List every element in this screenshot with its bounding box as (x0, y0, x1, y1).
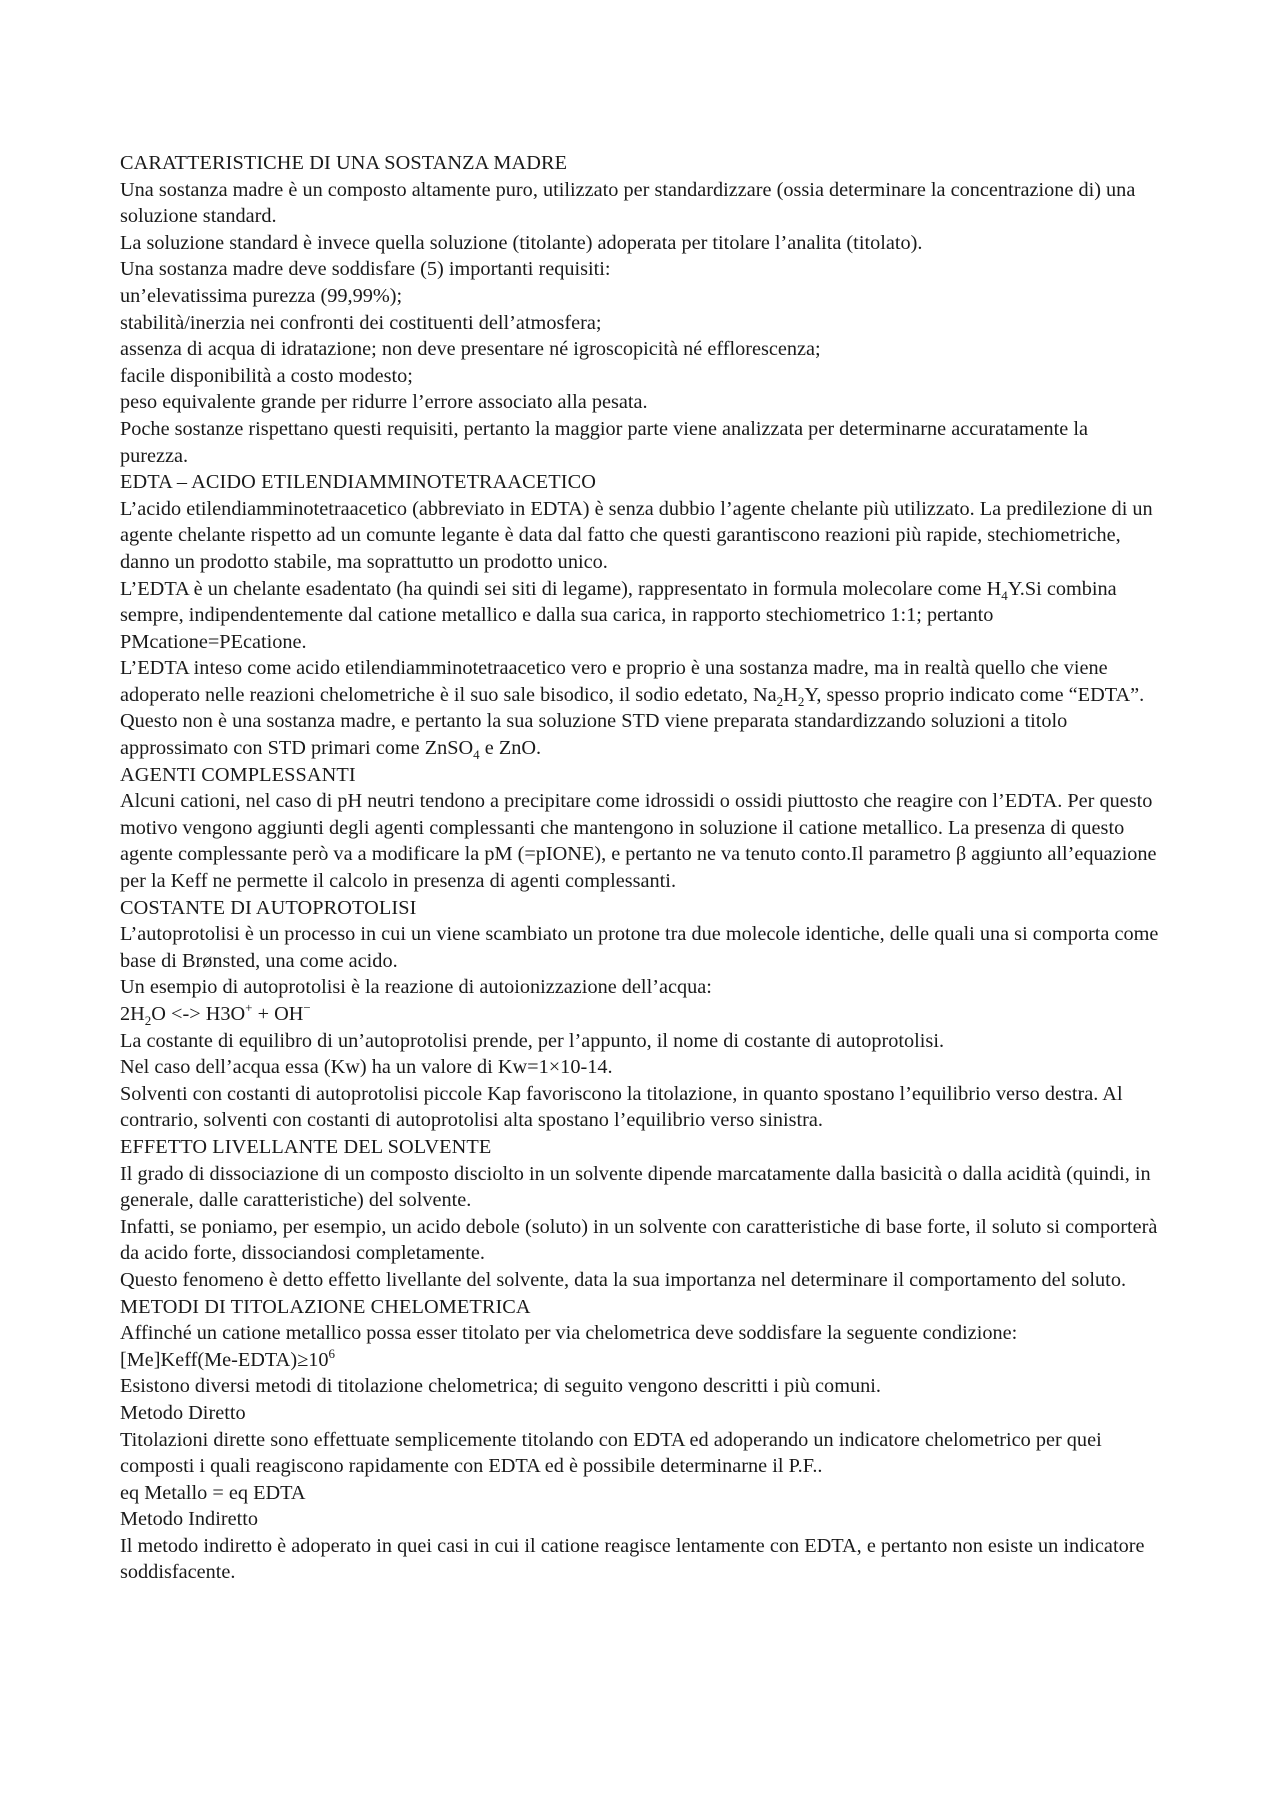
paragraph: Esistono diversi metodi di titolazione chelometrica; di seguito vengono descritti i più comuni. (120, 1375, 881, 1398)
paragraph: Una sostanza madre deve soddisfare (5) importanti requisiti: (120, 258, 611, 281)
heading-edta: EDTA – ACIDO ETILENDIAMMINOTETRAACETICO (120, 471, 597, 494)
subheading-metodo-indiretto: Metodo Indiretto (120, 1508, 258, 1531)
heading-sostanza-madre: CARATTERISTICHE DI UNA SOSTANZA MADRE (120, 152, 568, 174)
subscript: 2 (776, 693, 784, 709)
heading-metodi-titolazione: METODI DI TITOLAZIONE CHELOMETRICA (120, 1295, 531, 1318)
subheading-metodo-diretto: Metodo Diretto (120, 1401, 246, 1424)
paragraph: Una sostanza madre è un composto altamente puro, utilizzato per standardizzare (ossia determinare la concentrazione di) una soluzione standard. (120, 178, 1136, 228)
equation (120, 1001, 1160, 1028)
paragraph: Alcuni cationi, nel caso di pH neutri tendono a precipitare come idrossidi o ossidi piuttosto che reagire con l’EDTA. Per questo motivo vengono aggiunti degli agenti complessanti che mantengono in soluzione il catione metallico. La presenza di questo agente complessante però va a modificare la pM (=pIONE), e pertanto ne va tenuto conto.Il parametro β aggiunto all’equazione per la Keff ne permette il calcolo in presenza di agenti complessanti. (120, 790, 1157, 893)
requirement-item: assenza di acqua di idratazione; non deve presentare né igroscopicità né efflorescenza; (120, 338, 821, 361)
paragraph: Titolazioni dirette sono effettuate semplicemente titolando con EDTA ed adoperando un indicatore chelometrico per quei composti i quali reagiscono rapidamente con EDTA ed è possibile determinarne il P.F.. (120, 1428, 1102, 1478)
subscript: 4 (1001, 587, 1008, 603)
paragraph: Il grado di dissociazione di un composto disciolto in un solvente dipende marcatamente dalla basicità o dalla acidità (quindi, in generale, dalle caratteristiche) del solvente. (120, 1162, 1151, 1212)
requirement-item: stabilità/inerzia nei confronti dei costituenti dell’atmosfera; (120, 311, 602, 334)
paragraph: L’autoprotolisi è un processo in cui un viene scambiato un protone tra due molecole identiche, delle quali una si comporta come base di Brønsted, una come acido. (120, 923, 1159, 972)
paragraph: Solventi con costanti di autoprotolisi piccole Kap favoriscono la titolazione, in quanto spostano l’equilibrio verso destra. Al contrario, solventi con costanti di autoprotolisi alta spostano l’equilibrio verso sinistra. (120, 1082, 1123, 1132)
text-run: H (783, 683, 798, 706)
paragraph: Il metodo indiretto è adoperato in quei casi in cui il catione reagisce lentamente con EDTA, e pertanto non esiste un indicatore soddisfacente. (120, 1534, 1145, 1584)
requirement-item: peso equivalente grande per ridurre l’errore associato alla pesata. (120, 391, 648, 414)
paragraph: La costante di equilibro di un’autoprotolisi prende, per l’appunto, il nome di costante di autoprotolisi. (120, 1029, 945, 1052)
text-run: [Me]Keff(Me-EDTA)≥10 (120, 1348, 329, 1371)
paragraph: Affinché un catione metallico possa esser titolato per via chelometrica deve soddisfare la seguente condizione: (120, 1322, 1018, 1345)
equation: eq Metallo = eq EDTA (120, 1481, 306, 1504)
paragraph (120, 655, 1160, 761)
text-run: + OH (252, 1003, 304, 1025)
heading-agenti-complessanti: AGENTI COMPLESSANTI (120, 763, 356, 786)
heading-autoprotolisi: COSTANTE DI AUTOPROTOLISI (120, 896, 417, 919)
text-run: Y, spesso proprio indicato come “EDTA”. Questo non è una sostanza madre, e pertanto la sua soluzione STD viene preparata standardizzando soluzioni a titolo approssimato con STD primari come ZnSO (120, 683, 1145, 760)
text-run: L’EDTA inteso come acido etilendiamminotetraacetico vero e proprio è una sostanza madre, ma in realtà quello che viene adoperato nelle reazioni chelometriche è il suo sale bisodico, il sodio edetato, Na (120, 657, 1108, 706)
paragraph (120, 576, 1160, 656)
subscript: 4 (473, 747, 480, 763)
superscript: 6 (328, 1345, 335, 1361)
paragraph: Poche sostanze rispettano questi requisiti, pertanto la maggior parte viene analizzata per determinarne accuratamente la purezza. (120, 417, 1089, 467)
subscript: 2 (797, 693, 805, 709)
paragraph: L’acido etilendiamminotetraacetico (abbreviato in EDTA) è senza dubbio l’agente chelante più utilizzato. La predilezione di un agente chelante rispetto ad un comunte legante è data dal fatto che questi garantiscono reazioni più rapide, stechiometriche, danno un prodotto stabile, ma soprattutto un prodotto unico. (120, 497, 1153, 573)
text-run: L’EDTA è un chelante esadentato (ha quindi sei siti di legame), rappresentato in formula molecolare come H (120, 577, 1002, 600)
text-run: e ZnO. (479, 737, 542, 760)
superscript: + (245, 1000, 253, 1016)
equation (120, 1347, 1160, 1374)
requirement-item: un’elevatissima purezza (99,99%); (120, 284, 403, 307)
paragraph: Nel caso dell’acqua essa (Kw) ha un valore di Kw=1×10-14. (120, 1056, 613, 1079)
paragraph: Infatti, se poniamo, per esempio, un acido debole (soluto) in un solvente con caratteristiche di base forte, il soluto si comporterà da acido forte, dissociandosi completamente. (120, 1215, 1158, 1265)
text-run: 2H (120, 1003, 145, 1025)
heading-effetto-livellante: EFFETTO LIVELLANTE DEL SOLVENTE (120, 1135, 492, 1158)
subscript: 2 (144, 1013, 152, 1029)
document-page (120, 150, 1160, 1586)
superscript: − (303, 1000, 311, 1016)
text-run: O <-> H3O (151, 1003, 246, 1025)
paragraph: Un esempio di autoprotolisi è la reazione di autoionizzazione dell’acqua: (120, 976, 712, 999)
requirement-item: facile disponibilità a costo modesto; (120, 364, 413, 387)
paragraph: Questo fenomeno è detto effetto livellante del solvente, data la sua importanza nel determinare il comportamento del soluto. (120, 1268, 1127, 1291)
text-run: Y.Si combina sempre, indipendentemente dal catione metallico e dalla sua carica, in rapporto stechiometrico 1:1; pertanto PMcatione=PEcatione. (120, 577, 1117, 653)
paragraph: La soluzione standard è invece quella soluzione (titolante) adoperata per titolare l’analita (titolato). (120, 231, 923, 254)
